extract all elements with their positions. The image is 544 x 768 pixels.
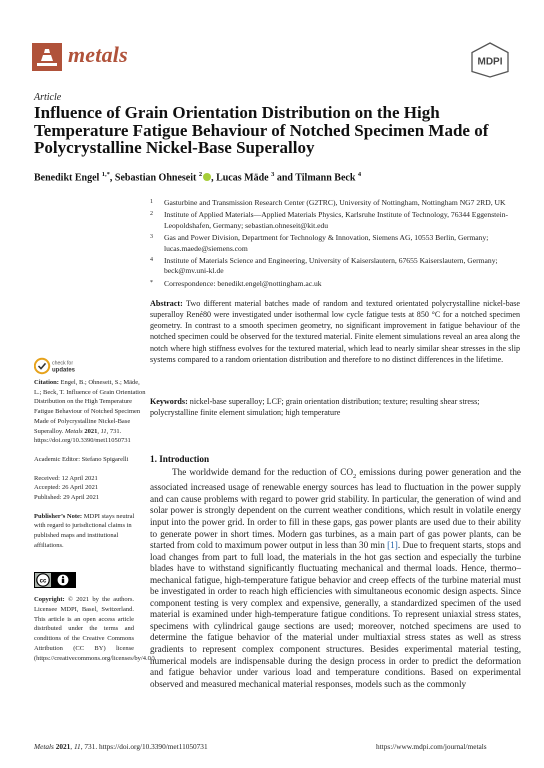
- footer-doi[interactable]: , 731. https://doi.org/10.3390/met11050731: [80, 742, 208, 751]
- dates: [34, 474, 146, 503]
- footer-volume: 11: [73, 742, 81, 751]
- affiliation-number: *: [150, 279, 153, 286]
- publisher-note-label: Publisher’s Note:: [34, 512, 83, 520]
- affiliation-item: [150, 233, 520, 254]
- received-date: Received: 12 April 2021: [34, 474, 98, 482]
- author-name[interactable]: Sebastian Ohneseit: [114, 172, 197, 184]
- check-for-updates-icon[interactable]: [34, 356, 84, 376]
- affiliation-number: 2: [150, 211, 153, 218]
- creative-commons-by-license-icon[interactable]: [34, 572, 76, 588]
- article-type: Article: [34, 92, 62, 103]
- copyright-text: © 2021 by the authors. Licensee MDPI, Basel, Switzerland. This article is an open access article distributed under the terms and conditions of the Creative Commons Attribution (CC BY) license (https://creativecommons.org/licenses/by/4.0/).: [34, 596, 157, 662]
- correspondence: [150, 279, 520, 289]
- citation-text: Engel, B.; Ohneseit, S.; Mäde, L.; Beck, T. Influence of Grain Orientation Distribution on the High Temperature Fatigue Behaviour of Notched Specimen Made of Polycrystalline Nickel-Base Superalloy.: [34, 379, 146, 435]
- paper-title: Influence of Grain Orientation Distribution on the High Temperature Fatigue Behaviour of Notched Specimen Made of Polycrystalline Nickel-Base Superalloy: [34, 103, 489, 157]
- copyright-paragraph: [34, 595, 157, 664]
- affiliation-text: Gas and Power Division, Department for Technology & Innovation, Siemens AG, 10553 Berlin, Germany; lucas.maede@siemens.com: [164, 233, 489, 253]
- copyright-label: Copyright:: [34, 596, 65, 603]
- check-for-updates-label: updates: [52, 367, 76, 374]
- citation: Citation: Engel, B.; Ohneseit, S.; Mäde, L.; Beck, T. Influence of Grain Orientation Distribution on the High Temperature Fatigue Behaviour of Notched Specimen Made of Polycrystalline Nickel-Base Superalloy. Metals 2021, 11, 731. https://doi.org/10.3390/met11050731: [34, 379, 146, 445]
- footer-citation: Metals 2021, 11, 731. https://doi.org/10.3390/met11050731: [34, 742, 208, 751]
- author-affiliation-mark: 4: [357, 171, 362, 178]
- citation-year: 2021: [84, 427, 98, 435]
- section-heading: 1. Introduction: [150, 454, 210, 464]
- affiliation-text: Institute of Applied Materials—Applied Materials Physics, Karlsruhe Institute of Technology, 76344 Eggenstein-Leopoldshafen, Germany; sebastian.ohneseit@kit.edu: [164, 210, 509, 230]
- metals-journal-logo-icon: [32, 43, 62, 71]
- introduction-paragraph: [150, 467, 521, 690]
- intro-text-part: emissions during power generation and the associated increased usage of renewable energy sources has lead to fluctuation in the power supply and can cause problems with regard to power grid stability. In particular, the generation of wind and solar power is strongly dependent on the current weather conditions, which result in volatile energy input into the power grid. In order to fill in these gaps, gas power plants are used due to their ability to generate power in short times. Modern gas turbines, as a main part of gas power plants, can be started from cold to maximum power output in less than 30 min: [150, 467, 522, 551]
- mdpi-logo-text: MDPI: [477, 56, 503, 68]
- copyright-notice: [34, 595, 157, 664]
- author-affiliation-mark: 1,*: [101, 171, 110, 178]
- publisher-note: [34, 512, 146, 551]
- abstract: [150, 298, 520, 365]
- citation-pages: , 731.: [106, 427, 122, 435]
- abstract-label: Abstract:: [150, 299, 183, 308]
- affiliations: [150, 198, 520, 291]
- citation-doi-link[interactable]: https://doi.org/10.3390/met11050731: [34, 437, 131, 445]
- publisher-note-text: MDPI stays neutral with regard to jurisdictional claims in published maps and institutional affiliations.: [34, 512, 135, 549]
- abstract-text: Two different material batches made of random and textured orientated polycrystalline nickel-base superalloy René80 were investigated under isothermal low cycle fatigue tests at 850 °C for a notched specimen geometry. In contrast to a smooth specimen geometry, no significant improvement in fatigue behaviour of the notched specimen could be observed for the textured material. Finite element simulations reveal an area along the notch where high stiffness evolves for the textured material, which lead to nearly similar shear stresses in the slip systems compared to a random orientation distribution and therefore to no distinct differences in the lifetime.: [150, 299, 520, 364]
- author-affiliation-mark: 2: [198, 171, 203, 178]
- journal-name[interactable]: metals: [68, 42, 128, 67]
- author-name[interactable]: Tilmann Beck: [295, 172, 356, 184]
- author-name[interactable]: Benedikt Engel: [34, 172, 100, 184]
- affiliation-item: [150, 256, 520, 277]
- citation-journal: Metals: [65, 427, 83, 435]
- academic-editor: Academic Editor: Stefano Spigarelli: [34, 455, 129, 463]
- correspondence-text[interactable]: Correspondence: benedikt.engel@nottingham.ac.uk: [164, 278, 322, 288]
- affiliation-number: 3: [150, 234, 153, 241]
- keywords-text: nickel-base superalloy; LCF; grain orientation distribution; texture; resulting shear stress; polycrystalline finite element simulation; high temperature: [150, 397, 480, 418]
- orcid-icon[interactable]: [203, 173, 211, 181]
- affiliation-item: [150, 210, 520, 231]
- citation-label: Citation:: [34, 379, 59, 386]
- intro-text-part: . Due to frequent starts, stops and load changes from part to full load, the materials in the hot gas section and especially the turbine blades have to withstand significantly fluctuating mechanical and thermal loads. Hence, thermo–mechanical fatigue, high-temperature fatigue behavior and creep effects of the turbine material must be investigated in order to reach high efficiencies with simultaneous economic design aspects. Since component testing is very complex and expensive, generally, a standardized specimen of the used material is examined under high-temperature fatigue conditions. To represent uniaxial stress states, specimens with cylindrical gauge sections are used; moreover, notched specimens are used to determine the fatigue behavior of the material under multiaxial stress states as well as stress gradients to represent complex component structures. Besides experimental material testing, numerical models are indispensable during the design process in order to predict the deformation and fatigue behavior under various load and temperature conditions. Based on experimental observed and measured mechanical material responses, models such as the commonly: [150, 540, 521, 689]
- affiliation-number: 4: [150, 257, 153, 264]
- intro-text-part: The worldwide demand for the reduction of CO: [172, 467, 354, 477]
- affiliation-number: 1: [150, 199, 153, 205]
- footer-journal: Metals: [34, 742, 54, 751]
- keywords-label: Keywords:: [150, 397, 188, 406]
- mdpi-logo-icon[interactable]: [468, 42, 512, 78]
- subscript: 2: [353, 472, 357, 480]
- article-info-sidebar: [34, 378, 146, 560]
- footer-year: 2021: [55, 742, 71, 751]
- keywords: [150, 396, 520, 418]
- affiliation-text: Institute of Materials Science and Engineering, University of Kaiserslautern, 67655 Kaiserslautern, Germany; beck@mv.uni-kl.de: [164, 256, 498, 276]
- published-date: Published: 29 April 2021: [34, 494, 100, 502]
- footer-journal-url[interactable]: https://www.mdpi.com/journal/metals: [376, 742, 487, 751]
- affiliation-text: Gasturbine and Transmission Research Center (G2TRC), University of Nottingham, Nottingham NG7 2RD, UK: [164, 198, 506, 207]
- citation-volume: 11: [100, 427, 107, 435]
- accepted-date: Accepted: 26 April 2021: [34, 484, 99, 492]
- author-list: Benedikt Engel $^{1,*}$, Sebastian Ohneseit $^2$ , Lucas Mäde $^3$ and Tilmann Beck $^4$: [34, 171, 362, 184]
- cc-logo-text: cc: [39, 578, 47, 585]
- check-for-updates-text: check for: [52, 360, 74, 367]
- affiliation-item: [150, 198, 520, 208]
- introduction-body: [150, 467, 521, 690]
- author-name[interactable]: Lucas Mäde: [216, 172, 269, 184]
- citation-link[interactable]: [1]: [387, 540, 398, 551]
- author-affiliation-mark: 3: [271, 171, 275, 178]
